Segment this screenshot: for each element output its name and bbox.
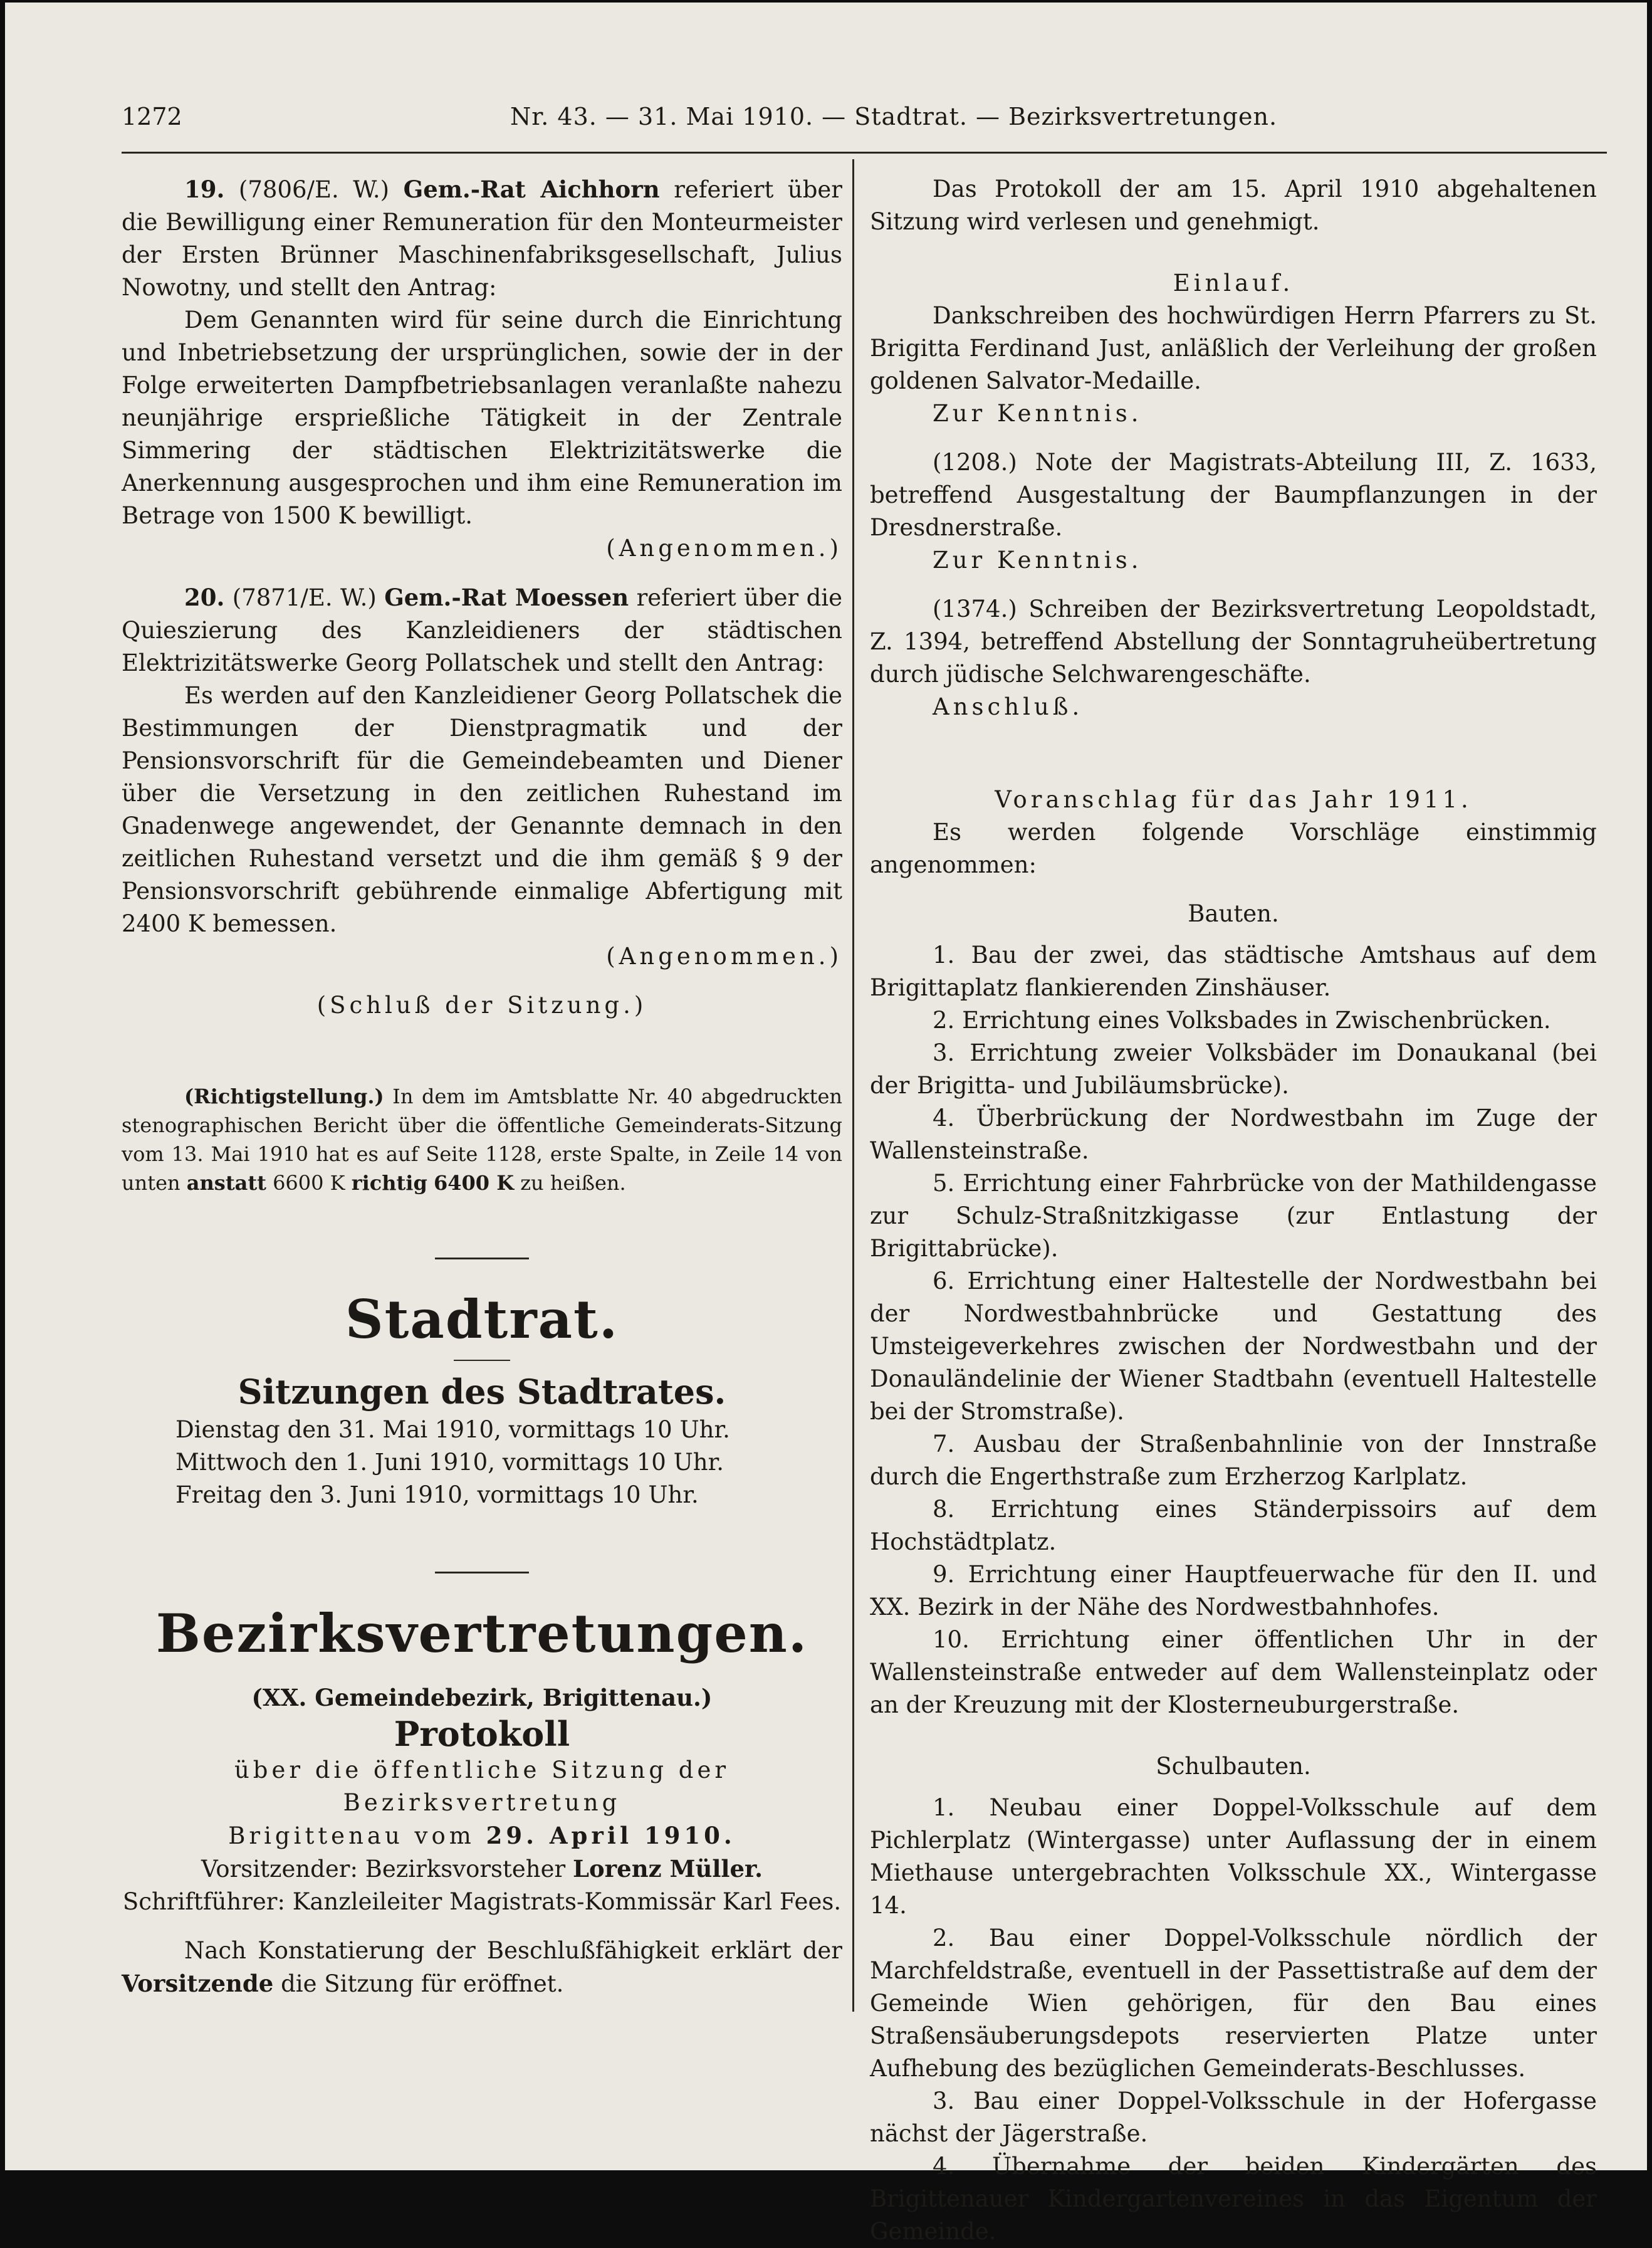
opening-statement	[122, 1935, 842, 2000]
district-heading: (XX. Gemeindebezirk, Brigittenau.)	[251, 1684, 713, 1711]
item-19-ref: (7806/E. W.)	[238, 176, 390, 203]
left-column	[122, 173, 842, 2000]
correction-instead-label: anstatt	[186, 1171, 266, 1195]
bauten-item: 6. Errichtung einer Haltestelle der Nordwestbahn bei der Nordwestbahnbrücke und Gestattung des Umsteigeverkehres zwischen der Nordwestbahn und der Donauländelinie der Wiener Stadtbahn (eventuell Haltestelle bei der Stromstraße).	[870, 1268, 1597, 1425]
newspaper-page	[5, 3, 1647, 2245]
einlauf-item-3: (1374.) Schreiben der Bezirksvertretung Leopoldstadt, Z. 1394, betreffend Abstellung der Sonntagruheübertretung durch jüdische Selchwarengeschäfte.	[870, 596, 1597, 688]
schulbauten-item: 2. Bau einer Doppel-Volksschule nördlich der Marchfeldstraße, eventuell in der Passettistraße auf dem der Gemeinde Wien gehörigen, für den Bau eines Straßensäuberungsdepots reservierten Platze unter Aufhebung des bezüglichen Gemeinderats-Beschlusses.	[870, 1925, 1597, 2082]
item-20-intro	[122, 581, 842, 680]
bauten-heading: Bauten.	[1188, 900, 1279, 927]
session-entry: Freitag den 3. Juni 1910, vormittags 10 Uhr.	[175, 1481, 699, 1508]
item-19-motion: Dem Genannten wird für seine durch die Einrichtung und Inbetriebsetzung der ursprünglichen, sowie der in der Folge erweiterten Dampfbetriebsanlagen veranlaßte nahezu neunjährige ersprießliche Tätigkeit in der Zentrale Simmering der städtischen Elektrizitätswerke die Anerkennung ausgesprochen und ihm eine Remuneration im Betrage von 1500 K bewilligt.	[122, 307, 842, 529]
secretary-line: Schriftführer: Kanzleileiter Magistrats-Kommissär Karl Fees.	[122, 1888, 842, 1915]
bauten-item: 10. Errichtung einer öffentlichen Uhr in der Wallensteinstraße entweder auf dem Wallensteinplatz oder an der Kreuzung mit der Klosterneuburgerstraße.	[870, 1626, 1597, 1718]
correction-label: (Richtigstellung.)	[184, 1085, 384, 1108]
right-column	[870, 173, 1597, 2248]
item-20-speaker: Gem.-Rat Moessen	[384, 584, 629, 611]
stadtrat-subtitle: Sitzungen des Stadtrates.	[238, 1372, 726, 1412]
correction-correct-value: 6400 K	[434, 1171, 515, 1195]
item-20-motion: Es werden auf den Kanzleidiener Georg Pollatschek die Bestimmungen der Dienstpragmatik und der Pensionsvorschrift für die Gemeindebeamten und Diener über die Versetzung in den zeitlichen Ruhestand im Gnadenwege angewendet, der Genannte demnach in den zeitlichen Ruhestand versetzt und die ihm gemäß § 9 der Pensionsvorschrift gebührende einmalige Abfertigung mit 2400 K bemessen.	[122, 682, 842, 937]
schulbauten-item: 3. Bau einer Doppel-Volksschule in der Hofergasse nächst der Jägerstraße.	[870, 2088, 1597, 2147]
bauten-item: 9. Errichtung einer Hauptfeuerwache für den II. und XX. Bezirk in der Nähe des Nordwestbahnhofes.	[870, 1561, 1597, 1620]
correction-correct-label: richtig	[351, 1171, 427, 1195]
header-rule	[122, 152, 1607, 154]
bauten-item: 5. Errichtung einer Fahrbrücke von der Mathildengasse zur Schulz-Straßnitzkigasse (zur Entlastung der Brigittabrücke).	[870, 1170, 1597, 1262]
einlauf-item-2: (1208.) Note der Magistrats-Abteilung III, Z. 1633, betreffend Ausgestaltung der Baumpflanzungen in der Dresdnerstraße.	[870, 449, 1597, 541]
item-20-result: (Angenommen.)	[606, 943, 842, 970]
item-19-number: 19.	[184, 176, 225, 203]
einlauf-action-1: Zur Kenntnis.	[933, 400, 1142, 427]
bauten-item: 2. Errichtung eines Volksbades in Zwischenbrücken.	[933, 1007, 1551, 1034]
chair-line	[122, 1852, 842, 1886]
budget-heading: Voranschlag für das Jahr 1911.	[995, 786, 1472, 813]
protocol-place: Brigittenau vom	[228, 1822, 475, 1849]
correction-end: zu heißen.	[520, 1171, 626, 1195]
chair-name: Lorenz Müller.	[572, 1855, 763, 1883]
einlauf-heading: Einlauf.	[1173, 270, 1294, 297]
item-19-result: (Angenommen.)	[606, 535, 842, 562]
correction-instead-value: 6600 K	[273, 1171, 345, 1195]
item-20-text: referiert über die Quieszierung des Kanzleidieners der städtischen Elektrizitätswerke Georg Pollatschek und stellt den Antrag:	[122, 584, 843, 676]
schulbauten-item: 4. Übernahme der beiden Kindergärten des Brigittenauer Kindergartenvereines in das Eigentum der Gemeinde.	[870, 2153, 1597, 2245]
session-end: (Schluß der Sitzung.)	[316, 992, 647, 1019]
schulbauten-item: 1. Neubau einer Doppel-Volksschule auf dem Pichlerplatz (Wintergasse) unter Auflassung der in einem Miethause untergebrachten Volksschule XX., Wintergasse 14.	[870, 1794, 1597, 1919]
opening-text: Nach Konstatierung der Beschlußfähigkeit erklärt der	[184, 1937, 842, 1964]
protocol-line-2	[122, 1819, 842, 1852]
page-number: 1272	[122, 103, 182, 130]
minutes-approval: Das Protokoll der am 15. April 1910 abgehaltenen Sitzung wird verlesen und genehmigt.	[870, 176, 1597, 235]
item-20-ref: (7871/E. W.)	[232, 584, 377, 611]
einlauf-item-1: Dankschreiben des hochwürdigen Herrn Pfarrers zu St. Brigitta Ferdinand Just, anläßlich der Verleihung der großen goldenen Salvator-Medaille.	[870, 302, 1597, 394]
session-entry: Mittwoch den 1. Juni 1910, vormittags 10 Uhr.	[175, 1449, 724, 1476]
running-title: Nr. 43. — 31. Mai 1910. — Stadtrat. — Bezirksvertretungen.	[510, 103, 1278, 130]
einlauf-action-3: Anschluß.	[933, 693, 1084, 720]
bauten-item: 1. Bau der zwei, das städtische Amtshaus auf dem Brigittaplatz flankierenden Zinshäuser.	[870, 942, 1597, 1001]
chair-label: Vorsitzender: Bezirksvorsteher	[201, 1856, 566, 1883]
opening-chair: Vorsitzende	[122, 1970, 274, 1997]
correction-text: In dem im Amtsblatte Nr. 40 abgedruckten stenographischen Bericht über die öffentliche Gemeinderats-Sitzung vom 13. Mai 1910 hat es auf Seite 1128, erste Spalte, in Zeile 14 von unten	[122, 1085, 843, 1195]
correction-notice	[122, 1082, 842, 1197]
protocol-title: Protokoll	[394, 1714, 570, 1754]
einlauf-action-2: Zur Kenntnis.	[933, 547, 1142, 574]
bauten-item: 4. Überbrückung der Nordwestbahn im Zuge der Wallensteinstraße.	[870, 1105, 1597, 1164]
stadtrat-title: Stadtrat.	[345, 1288, 619, 1350]
item-19-intro	[122, 173, 842, 304]
bauten-item: 7. Ausbau der Straßenbahnlinie von der Innstraße durch die Engerthstraße zum Erzherzog Karlplatz.	[870, 1431, 1597, 1490]
schulbauten-heading: Schulbauten.	[1156, 1753, 1311, 1780]
item-19-text: referiert über die Bewilligung einer Remuneration für den Monteurmeister der Ersten Brünner Maschinenfabriksgesellschaft, Julius Nowotny, und stellt den Antrag:	[122, 176, 842, 301]
bauten-item: 8. Errichtung eines Ständerpissoirs auf dem Hochstädtplatz.	[870, 1496, 1597, 1555]
item-20-number: 20.	[184, 584, 225, 611]
bauten-item: 3. Errichtung zweier Volksbäder im Donaukanal (bei der Brigitta- und Jubiläumsbrücke).	[870, 1039, 1597, 1099]
column-divider	[852, 159, 854, 2012]
session-list	[122, 1414, 842, 1511]
protocol-date: 29. April 1910.	[486, 1822, 736, 1849]
page-header	[122, 103, 1278, 140]
opening-text-end: die Sitzung für eröffnet.	[281, 1970, 564, 1997]
bezirk-title: Bezirksvertretungen.	[155, 1602, 808, 1664]
protocol-line-1: über die öffentliche Sitzung der Bezirksvertretung	[234, 1757, 730, 1816]
item-19-speaker: Gem.-Rat Aichhorn	[403, 176, 660, 203]
budget-intro: Es werden folgende Vorschläge einstimmig angenommen:	[870, 819, 1597, 878]
session-entry: Dienstag den 31. Mai 1910, vormittags 10 Uhr.	[175, 1416, 730, 1443]
